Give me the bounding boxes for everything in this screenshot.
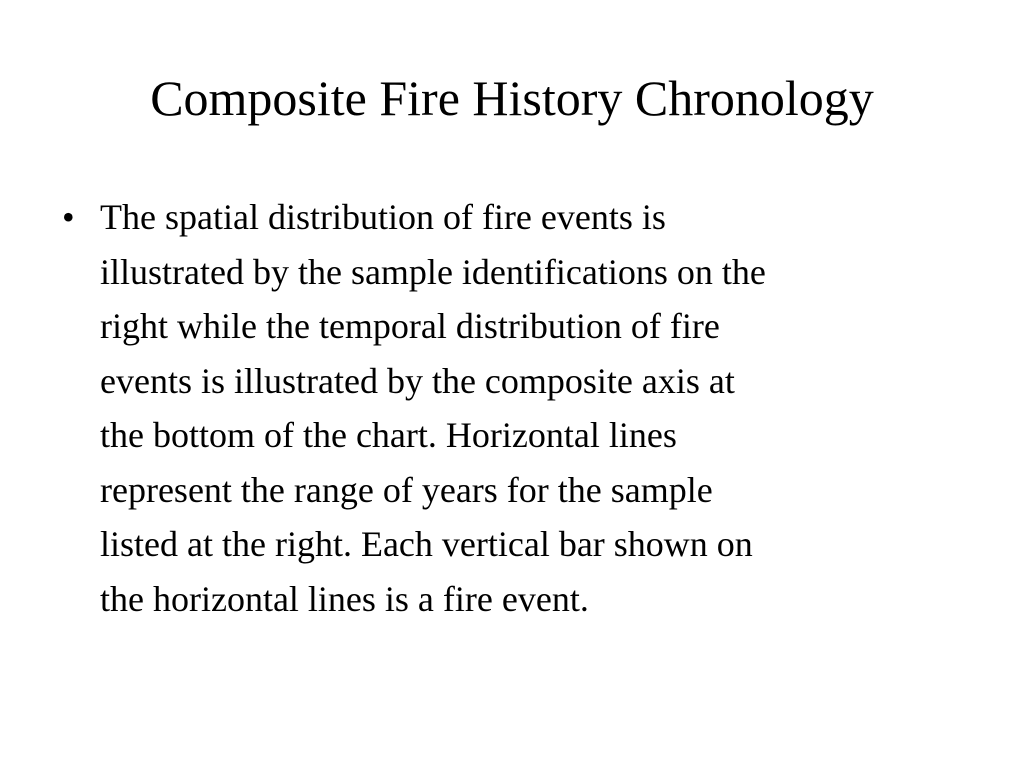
slide-title: Composite Fire History Chronology (150, 70, 874, 126)
bullet-text: The spatial distribution of fire events is illustrated by the sample identifications on the right while the temporal distribution of fire events is illustrated by the composite axis at the bottom of the chart. Horizontal lines represent the range of years for the sample listed at the right. Each vertical bar shown on the horizontal lines is a fire event. (100, 197, 766, 619)
bullet-item (56, 190, 956, 626)
bullet-icon: • (62, 197, 75, 237)
bullet-list (56, 190, 956, 626)
